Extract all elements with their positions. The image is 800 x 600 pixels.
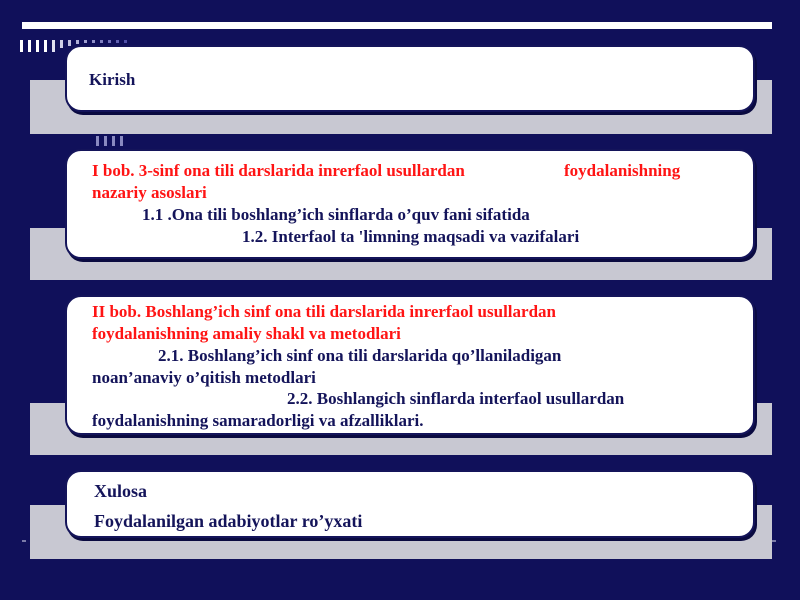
chapter1-heading: I bob. 3-sinf ona tili darslarida inrerfaol usullardan	[92, 161, 465, 180]
chapter2-item-2-1: 2.1. Boshlang’ich sinf ona tili darslarida qo’llaniladigan	[158, 346, 562, 365]
chapter1-heading-line2: nazariy asoslari	[92, 183, 207, 202]
chapter2-item-2-1-cont: noan’anaviy o’qitish metodlari	[92, 368, 316, 387]
conclusion-xulosa: Xulosa	[94, 481, 148, 501]
chapter1-card	[65, 149, 755, 259]
intro-card	[65, 45, 755, 112]
top-rule	[22, 22, 772, 29]
conclusion-card	[65, 470, 755, 538]
chapter1-item-1-1: 1.1 .Ona tili boshlang’ich sinflarda o’quv fani sifatida	[142, 205, 530, 224]
conclusion-references: Foydalanilgan adabiyotlar ro’yxati	[94, 511, 363, 531]
decorative-marks	[96, 136, 136, 146]
edge-tick-left	[22, 540, 26, 542]
chapter2-heading: II bob. Boshlang’ich sinf ona tili darslarida inrerfaol usullardan	[92, 302, 556, 321]
chapter1-heading-cont: foydalanishning	[564, 161, 681, 180]
chapter2-item-2-2: 2.2. Boshlangich sinflarda interfaol usullardan	[287, 389, 625, 408]
edge-tick-right	[772, 540, 776, 542]
intro-title: Kirish	[89, 70, 136, 89]
chapter1-item-1-2: 1.2. Interfaol ta 'limning maqsadi va vazifalari	[242, 227, 580, 246]
chapter2-heading-line2: foydalanishning amaliy shakl va metodlari	[92, 324, 401, 343]
chapter2-card	[65, 295, 755, 435]
chapter2-item-2-2-cont: foydalanishning samaradorligi va afzalliklari.	[92, 411, 424, 430]
